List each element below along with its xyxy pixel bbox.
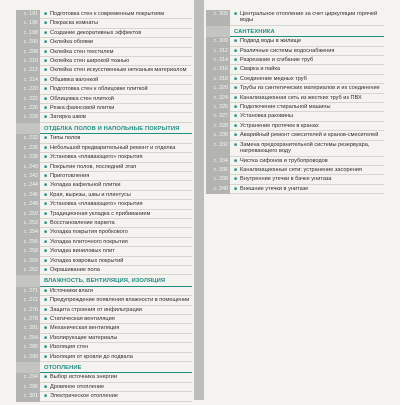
square-bullet-icon: ■ [44,86,48,93]
square-bullet-icon: ■ [234,104,238,111]
page-number: с. 210 [16,57,40,66]
entry-line [40,257,192,266]
entry-line [40,153,192,162]
page-number: с. 320 [206,84,230,93]
square-bullet-icon: ■ [234,47,238,54]
square-bullet-icon: ■ [234,185,238,192]
toc-entry [16,144,192,153]
toc-entry [16,315,192,324]
page-number: с. 228 [16,113,40,122]
square-bullet-icon: ■ [44,383,48,390]
toc-entry [206,175,384,184]
toc-entry [206,166,384,175]
entry-line [40,85,192,94]
entry-line [40,353,192,362]
entry-line [40,76,192,85]
page-number: с. 253 [16,219,40,228]
toc-entry [206,75,384,84]
square-bullet-icon: ■ [234,57,238,64]
entry-line [40,315,192,324]
toc-entry [206,47,384,56]
toc-entry [16,48,192,57]
square-bullet-icon: ■ [44,210,48,217]
page-number: с. 256 [16,238,40,247]
page-number: с. 328 [206,122,230,131]
entry-line [230,122,384,131]
entry-line [40,334,192,343]
page-number: с. 246 [16,191,40,200]
entry-line [230,37,384,46]
entry-title: Оклейка обоями [50,39,94,46]
page-number: с. 238 [16,153,40,162]
entry-line [40,104,192,113]
toc-entry [16,228,192,237]
entry-line [40,247,192,256]
entry-title: Обшивка вагонкой [50,76,99,83]
square-bullet-icon: ■ [234,94,238,101]
column-divider-strip [192,0,206,400]
page-number: с. 226 [16,104,40,113]
entry-line [40,57,192,66]
toc-entry [16,238,192,247]
entry-title: Механическая вентиляция [50,325,120,332]
entry-line [40,219,192,228]
toc-section [206,26,384,37]
toc-entry [16,163,192,172]
entry-title: Замена предохранительной системы резервуара, нагревающего воду [240,141,370,155]
page-number-strip [16,123,40,134]
toc-entry [16,210,192,219]
toc-entry [16,306,192,315]
entry-title: Укладка плиточного покрытия [50,238,128,245]
square-bullet-icon: ■ [44,114,48,121]
entry-title: Установка «плавающего» покрытия [50,201,143,208]
page-number-strip [16,362,40,373]
entry-line [40,228,192,237]
page-number: с. 198 [16,29,40,38]
toc-section [16,275,192,286]
square-bullet-icon: ■ [44,135,48,142]
entry-title: Выбор источника энергии [50,374,117,381]
entry-title: Предупреждение появления влажности в помещении [50,297,190,304]
page-number: с. 242 [16,172,40,181]
entry-title: Статическая вентиляция [50,316,115,322]
entry-line [40,38,192,47]
entry-line [230,65,384,74]
toc-entry [16,153,192,162]
toc-entry [206,37,384,46]
toc-entry [16,191,192,200]
square-bullet-icon: ■ [44,182,48,189]
entry-title: Различные системы водоснабжения [240,47,335,54]
toc-entry [206,84,384,93]
entry-line [40,134,192,143]
entry-title: Внутренние утечки в бачке унитаза [240,176,332,183]
square-bullet-icon: ■ [234,166,238,173]
entry-title: Подготовка стен к современным покрытиям [50,11,165,17]
toc-entry [16,76,192,85]
page-number: с. 254 [16,228,40,237]
section-heading: ОТДЕЛКА ПОЛОВ И НАПОЛЬНЫЕ ПОКРЫТИЯ [40,123,192,134]
toc-entry [16,353,192,362]
square-bullet-icon: ■ [234,85,238,92]
toc-section [16,123,192,134]
toc-entry [16,343,192,352]
toc-entry [16,266,192,275]
toc-entry [16,19,192,28]
square-bullet-icon: ■ [44,297,48,304]
entry-title: Канализационные сети: устранение засорения [240,166,362,173]
entry-title: Резка фаянсовой плитки [50,105,115,112]
entry-line [40,296,192,305]
page-number: с. 262 [16,266,40,275]
page-number: с. 318 [206,75,230,84]
page-number: с. 324 [206,94,230,103]
entry-line [40,392,192,401]
entry-title: Подключение стиральной машины [240,104,331,111]
toc-entry [16,219,192,228]
entry-line [40,210,192,219]
page-number: с. 309 [206,37,230,46]
entry-title: Канализационная сеть из жестких труб из ПВХ [240,94,362,101]
square-bullet-icon: ■ [44,344,48,351]
entry-line [40,238,192,247]
toc-entry [16,104,192,113]
toc-entry [206,131,384,140]
entry-title: Внешние утечки в унитазе [240,185,309,192]
page-number: с. 338 [206,175,230,184]
page-number: с. 191 [16,10,40,19]
page-number: с. 214 [16,76,40,85]
entry-line [40,200,192,209]
square-bullet-icon: ■ [234,132,238,139]
page-number: с. 281 [16,324,40,333]
entry-line [230,94,384,103]
square-bullet-icon: ■ [44,58,48,65]
entry-title: Чистка сифонов и трубопроводов [240,157,328,164]
toc-entry [206,56,384,65]
entry-line [40,113,192,122]
toc-entry [16,85,192,94]
entry-line [40,10,192,19]
toc-entry [206,94,384,103]
entry-title: Традиционная укладка с прибиванием [50,210,151,217]
entry-title: Подготовка стен к облицовке плиткой [50,86,148,93]
entry-line [40,191,192,200]
toc-entry [16,172,192,181]
entry-line [40,29,192,38]
square-bullet-icon: ■ [44,39,48,46]
toc-entry [16,373,192,382]
page-number: с. 284 [16,334,40,343]
entry-title: Изолирующие материалы [50,334,118,341]
square-bullet-icon: ■ [44,172,48,179]
page-number: с. 222 [16,95,40,104]
toc-entry [16,287,192,296]
square-bullet-icon: ■ [44,163,48,170]
entry-line [40,181,192,190]
square-bullet-icon: ■ [44,67,48,74]
toc-section [16,362,192,373]
page-number: с. 278 [16,315,40,324]
page-number: с. 327 [206,112,230,121]
entry-title: Изоляция стен [50,344,89,351]
square-bullet-icon: ■ [44,95,48,102]
entry-line [40,266,192,275]
entry-line [230,157,384,166]
entry-line [230,185,384,194]
page-number: с. 316 [206,65,230,74]
entry-line [230,175,384,184]
entry-title: Защита строения от инфильтрации [50,306,142,313]
toc-entry [206,112,384,121]
entry-line [230,84,384,93]
entry-title: Источники влаги [50,287,93,294]
square-bullet-icon: ■ [44,266,48,273]
toc-entry [206,122,384,131]
square-bullet-icon: ■ [44,144,48,151]
entry-title: Аварийный ремонт смесителей и кранов-смесителей [240,132,379,139]
page-number: с. 244 [16,181,40,190]
toc-entry [16,296,192,305]
toc-entry [16,181,192,190]
entry-title: Трубы из синтетических материалов и их соединение [240,85,380,92]
entry-line [230,103,384,112]
square-bullet-icon: ■ [44,374,48,381]
entry-title: Сварка и пайка [240,66,281,73]
column-divider [192,0,206,400]
square-bullet-icon: ■ [44,29,48,36]
toc-entry [206,185,384,194]
square-bullet-icon: ■ [44,48,48,55]
toc-entry [16,38,192,47]
toc-entry [16,392,192,401]
page-number: с. 220 [16,85,40,94]
page-number: с. 326 [206,103,230,112]
page-number: с. 250 [16,210,40,219]
square-bullet-icon: ■ [44,105,48,112]
page-number: с. 276 [16,306,40,315]
page-number-strip [16,275,40,286]
square-bullet-icon: ■ [234,11,238,17]
page-number: с. 301 [16,392,40,401]
entry-line [230,131,384,140]
page-number: с. 200 [16,38,40,47]
entry-line [40,95,192,104]
entry-title: Дровяное отопление [50,383,105,390]
toc-entry [206,141,384,157]
square-bullet-icon: ■ [234,176,238,183]
toc-entry [206,157,384,166]
section-heading: ОТОПЛЕНИЕ [40,362,192,373]
toc-entry [16,113,192,122]
toc-entry [16,57,192,66]
square-bullet-icon: ■ [44,20,48,27]
entry-title: Создание декоративных эффектов [50,29,142,36]
square-bullet-icon: ■ [44,191,48,198]
square-bullet-icon: ■ [44,238,48,245]
entry-line [40,343,192,352]
entry-title: Укладка покрытия пробкового [50,229,128,236]
entry-title: Укладка кафельной плитки [50,182,121,189]
square-bullet-icon: ■ [44,306,48,313]
square-bullet-icon: ■ [234,122,238,129]
toc-entry [16,10,192,19]
square-bullet-icon: ■ [234,75,238,82]
entry-title: Затирка швов [50,114,86,121]
entry-title: Облицовка стен плиткой [50,95,114,102]
page-number: с. 196 [16,19,40,28]
page-number: с. 330 [206,131,230,140]
entry-line [40,172,192,181]
entry-line [40,66,192,75]
entry-line [40,287,192,296]
toc-entry [16,247,192,256]
section-heading: ВЛАЖНОСТЬ, ВЕНТИЛЯЦИЯ, ИЗОЛЯЦИЯ [40,275,192,286]
page-number: с. 212 [16,66,40,75]
page-number: с. 208 [16,48,40,57]
entry-title: Оклейка стен широкой тканью [50,58,130,65]
square-bullet-icon: ■ [44,11,48,17]
toc-entry [16,324,192,333]
page-number: с. 296 [16,383,40,392]
square-bullet-icon: ■ [234,38,238,45]
page-number: с. 334 [206,157,230,166]
square-bullet-icon: ■ [44,353,48,360]
square-bullet-icon: ■ [44,287,48,294]
entry-line [40,324,192,333]
entry-title: Центральное отопление за счет циркуляции горячей воды [240,11,378,24]
square-bullet-icon: ■ [234,113,238,120]
toc-entry [16,257,192,266]
entry-line [40,383,192,392]
page-number: с. 232 [16,134,40,143]
page-number: с. 286 [16,343,40,352]
page-number: с. 332 [206,141,230,157]
entry-line [40,373,192,382]
page-number: с. 314 [206,56,230,65]
entry-title: Электрическое отопление [50,393,118,400]
square-bullet-icon: ■ [44,325,48,332]
square-bullet-icon: ■ [44,257,48,264]
entry-title: Изоляция от кровли до подвала [50,353,133,360]
entry-line [230,56,384,65]
page-number: с. 336 [206,166,230,175]
entry-title: Устранение протечек в кранах [240,122,319,129]
entry-title: Подвод воды в жилище [240,38,302,45]
entry-line [230,47,384,56]
entry-title: Установка «плавающего» покрытия [50,154,143,161]
entry-line [230,10,384,26]
square-bullet-icon: ■ [234,157,238,164]
page-number: с. 258 [16,247,40,256]
entry-line [40,144,192,153]
entry-line [230,75,384,84]
toc-entry [206,10,384,26]
entry-title: Укладка ковровых покрытий [50,257,124,264]
page-number-strip [206,26,230,37]
square-bullet-icon: ■ [234,66,238,73]
toc-entry [16,334,192,343]
entry-title: Покрытие полов, последний этап [50,163,137,170]
square-bullet-icon: ■ [44,219,48,226]
entry-title: Типы полов [50,135,81,142]
page-number: с. 248 [16,200,40,209]
toc-entry [206,103,384,112]
toc-entry [16,383,192,392]
page-number: с. 272 [16,296,40,305]
toc-entry [206,65,384,74]
entry-title: Небольшой предварительный ремонт и отделка [50,144,176,151]
page-number: с. 340 [206,185,230,194]
toc-entry [16,95,192,104]
toc-entry [16,66,192,75]
toc-right-column [206,10,384,194]
square-bullet-icon: ■ [234,141,238,148]
page-number: с. 259 [16,257,40,266]
entry-line [230,166,384,175]
entry-title: Приготовления [50,172,90,179]
entry-title: Укладка виниловых плит [50,248,115,255]
entry-title: Покраска комнаты [50,20,98,27]
entry-title: Разрезание и сгибание труб [240,57,314,64]
entry-line [230,112,384,121]
square-bullet-icon: ■ [44,154,48,161]
entry-line [40,48,192,57]
entry-title: Восстановление паркета [50,219,115,226]
square-bullet-icon: ■ [44,334,48,341]
toc-entry [16,29,192,38]
entry-title: Края, вырезы, швы и плинтусы [50,191,131,198]
entry-title: Оклейка стен текстилем [50,48,114,55]
square-bullet-icon: ■ [44,201,48,208]
entry-line [40,163,192,172]
page-number: с. 305 [206,10,230,26]
square-bullet-icon: ■ [44,76,48,83]
entry-title: Соединение медных труб [240,75,307,82]
page-number: с. 240 [16,163,40,172]
section-heading: САНТЕХНИКА [230,26,384,37]
entry-title: Окрашивание пола [50,266,100,273]
toc-entry [16,134,192,143]
toc-entry [16,200,192,209]
square-bullet-icon: ■ [44,316,48,322]
page-number: с. 236 [16,144,40,153]
entry-line [40,19,192,28]
square-bullet-icon: ■ [44,229,48,236]
page-number: с. 312 [206,47,230,56]
page-number: с. 294 [16,373,40,382]
entry-line [40,306,192,315]
entry-title: Оклейка стен искусственным нетканым материалом [50,67,187,74]
square-bullet-icon: ■ [44,248,48,255]
entry-title: Установка раковины [240,113,294,120]
toc-left-column [16,10,192,402]
square-bullet-icon: ■ [44,393,48,400]
page-number: с. 290 [16,353,40,362]
page-number: с. 271 [16,287,40,296]
entry-line [230,141,384,157]
